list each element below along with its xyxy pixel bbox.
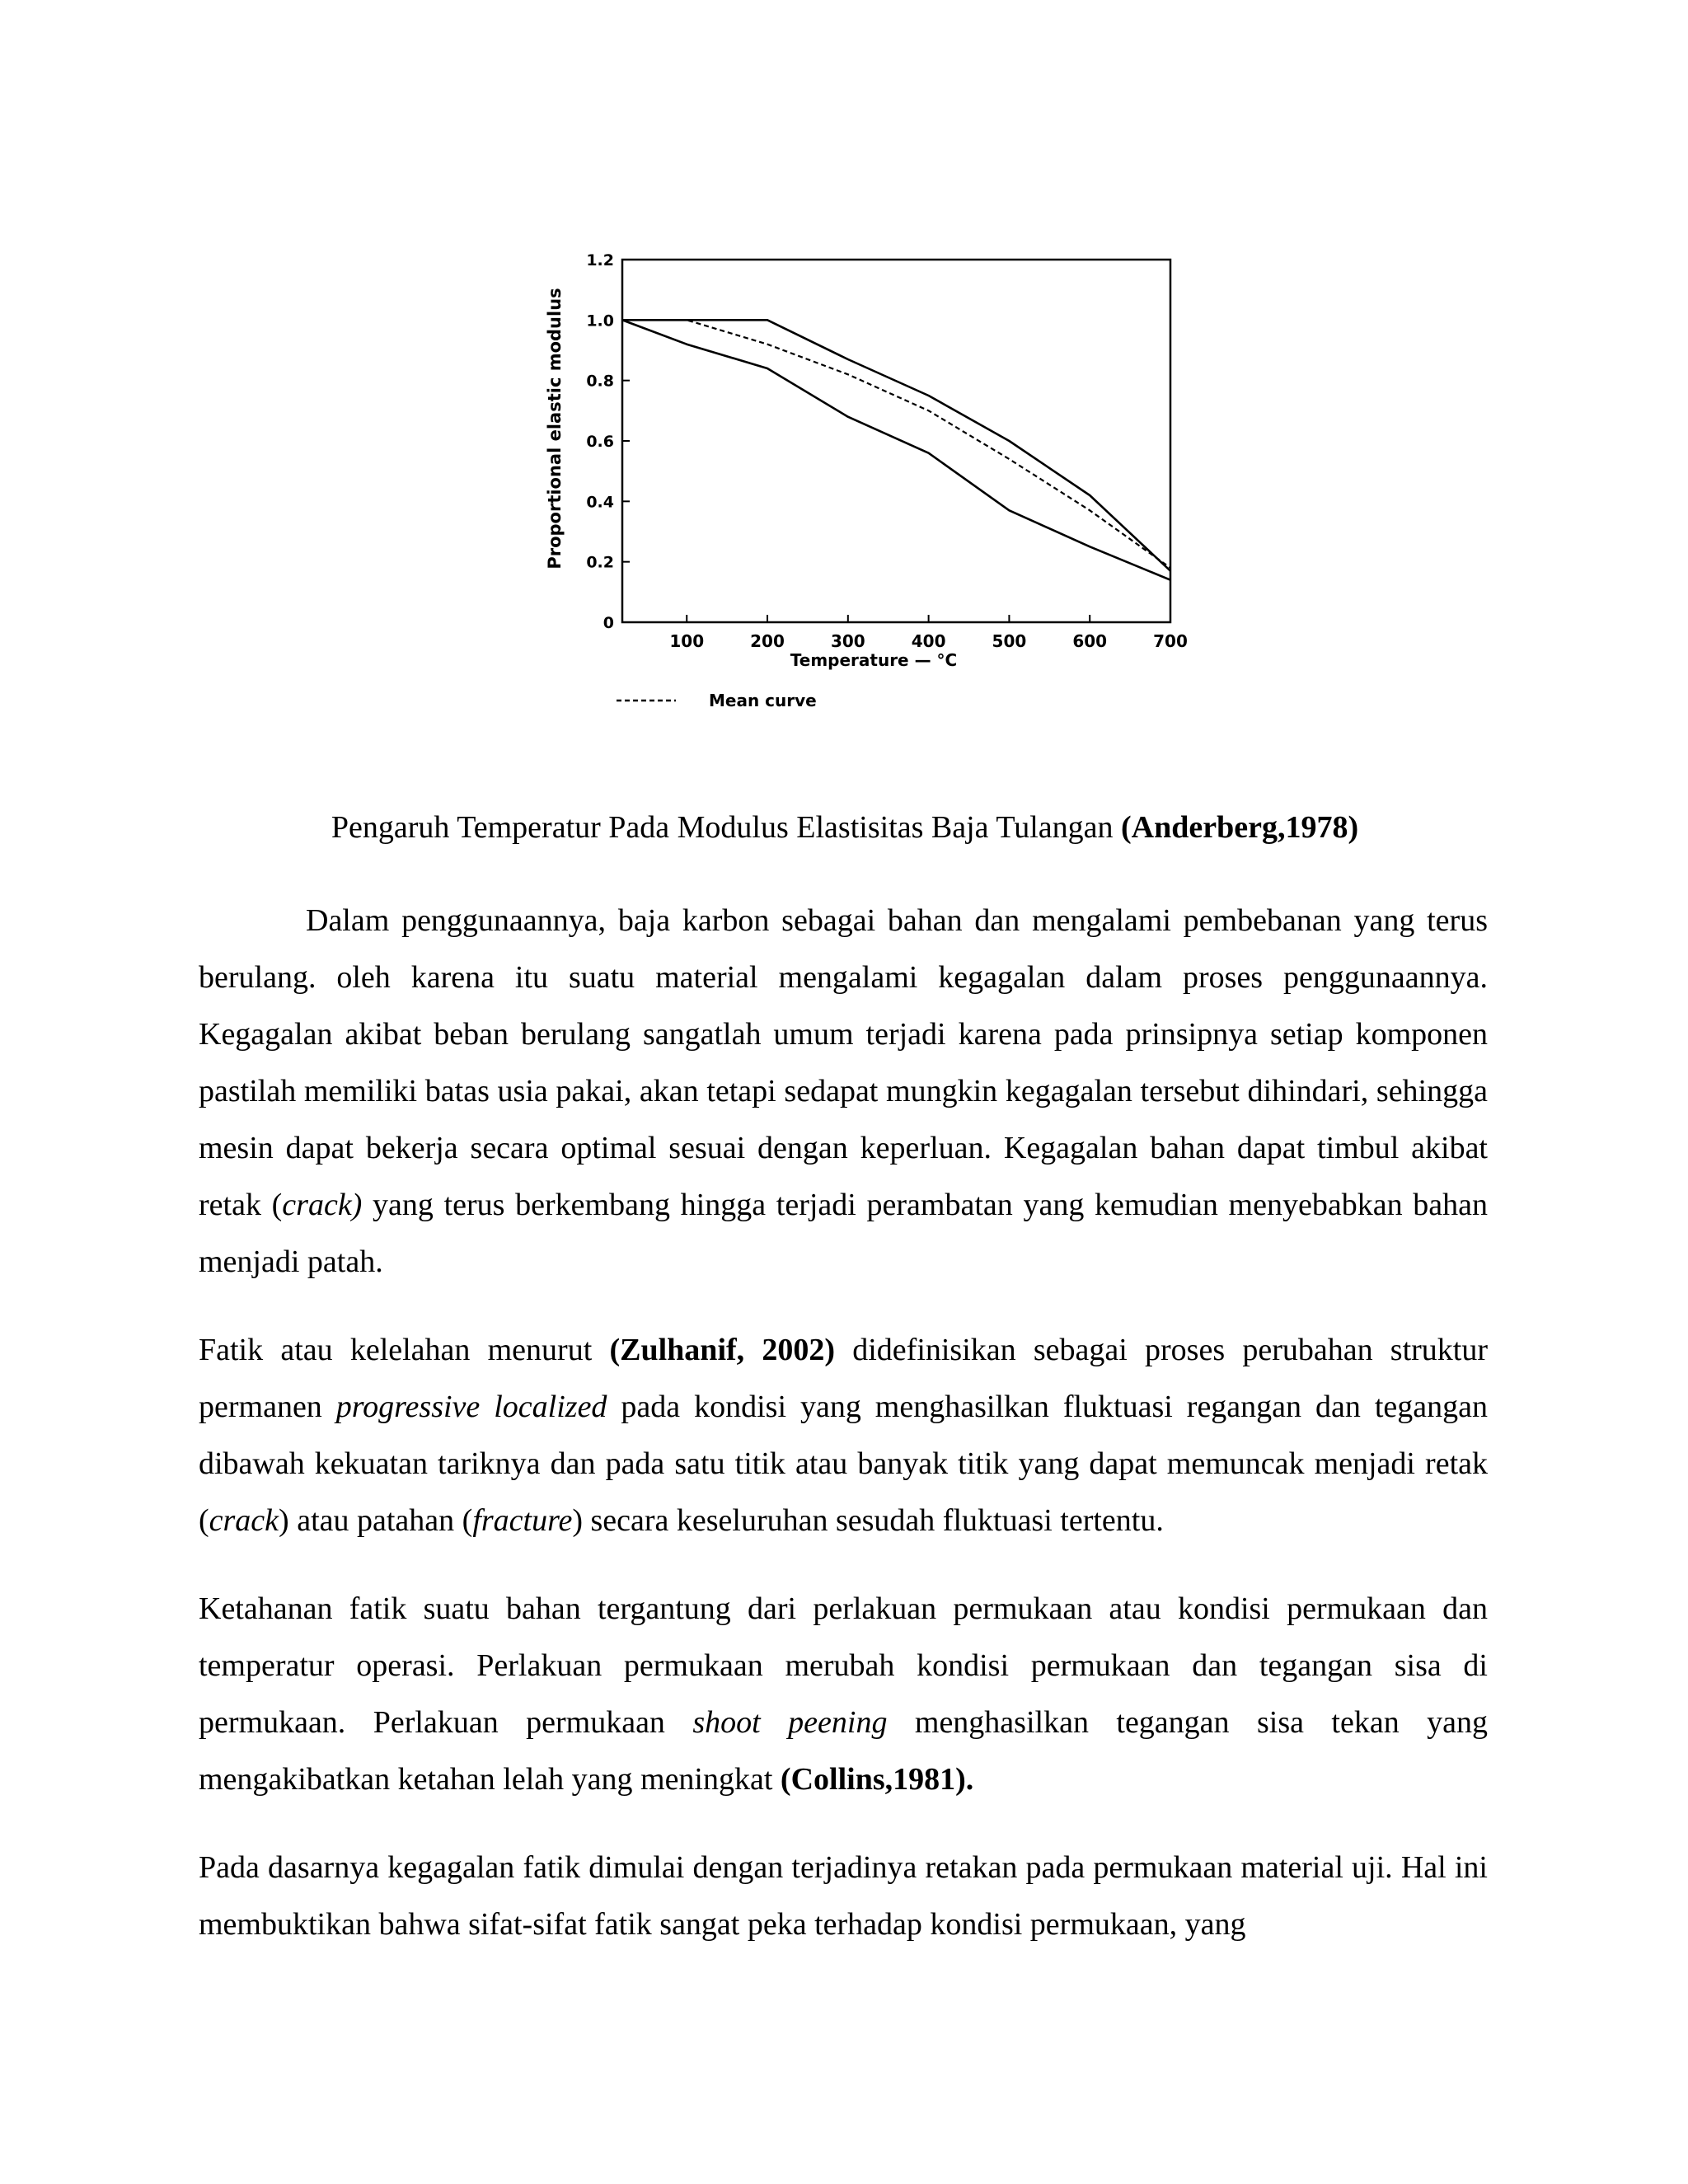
p1-text-c: yang terus berkembang hingga terjadi perambatan yang kemudian menyebabkan bahan menjadi patah.: [199, 1188, 1488, 1279]
p1-text-a: Dalam penggunaannya, baja karbon sebagai bahan dan mengalami pembebanan yang terus berulang. oleh karena itu suatu material mengalami kegagalan dalam proses penggunaannya. Kegagalan akibat beban berulang sangatlah umum terjadi karena pada prinsipnya setiap komponen pastilah memiliki batas usia pakai, akan tetapi sedapat mungkin kegagalan tersebut dihindari, sehingga mesin dapat bekerja secara optimal sesuai dengan keperluan. Kegagalan bahan dapat timbul akibat retak (: [199, 903, 1488, 1222]
x-tick-label-4: 500: [992, 631, 1027, 651]
p2-italic-term: progressive localized: [335, 1390, 607, 1424]
x-tick-label-0: 100: [669, 631, 705, 651]
y-tick-label-4: 0.8: [586, 372, 614, 391]
p3-citation: (Collins,1981).: [780, 1762, 974, 1797]
elastic-modulus-chart: [511, 223, 1269, 733]
x-axis-label: Temperature — °C: [790, 650, 958, 670]
paragraph-3: [199, 1581, 1488, 1808]
y-tick-label-6: 1.2: [586, 251, 614, 269]
paragraph-4: [199, 1840, 1488, 1953]
legend-label: Mean curve: [709, 691, 817, 710]
x-tick-label-2: 300: [830, 631, 865, 651]
p2-text-a: Fatik atau kelelahan menurut: [199, 1333, 610, 1367]
y-tick-label-1: 0.2: [586, 553, 614, 572]
paragraph-2: [199, 1322, 1488, 1549]
bound-curve-line-0: [622, 320, 1170, 570]
y-tick-label-0: 0: [603, 614, 614, 632]
y-tick-label-2: 0.4: [586, 493, 614, 512]
mean-curve-line: [622, 320, 1170, 568]
plot-frame: [622, 260, 1170, 622]
figure-caption: [198, 804, 1492, 851]
x-tick-label-6: 700: [1153, 631, 1188, 651]
p3-text-a: Ketahanan fatik suatu bahan tergantung dari perlakuan permukaan atau kondisi permukaan dan temperatur operasi. Perlakuan permukaan merubah kondisi permukaan dan tegangan sisa di permukaan. Perlakuan permukaan: [199, 1591, 1488, 1740]
p2-italic-crack: crack: [209, 1503, 279, 1538]
p1-italic-crack: crack): [282, 1188, 363, 1222]
caption-text: Pengaruh Temperatur Pada Modulus Elastisitas Baja Tulangan: [331, 810, 1121, 845]
p2-text-i: ) secara keseluruhan sesudah fluktuasi tertentu.: [572, 1503, 1164, 1538]
p3-italic-term: shoot peening: [692, 1705, 888, 1740]
x-tick-label-1: 200: [750, 631, 785, 651]
p2-text-c: didefinisikan sebagai proses perubahan struktur permanen: [199, 1333, 1489, 1424]
caption-citation: (Anderberg,1978): [1121, 810, 1359, 845]
y-axis-label: Proportional elastic modulus: [545, 288, 565, 569]
p2-citation: (Zulhanif, 2002): [609, 1333, 836, 1367]
bound-curve-line-2: [622, 320, 1170, 579]
paragraph-1: [199, 893, 1488, 1291]
x-tick-label-5: 600: [1072, 631, 1108, 651]
y-tick-label-3: 0.6: [586, 433, 614, 451]
p2-italic-fracture: fracture: [472, 1503, 573, 1538]
chart-canvas: [511, 223, 1269, 733]
y-tick-label-5: 1.0: [586, 312, 614, 330]
p2-text-e: pada kondisi yang menghasilkan fluktuasi regangan dan tegangan dibawah kekuatan tariknya dan pada satu titik atau banyak titik yang dapat memuncak menjadi retak (: [199, 1390, 1488, 1538]
x-tick-label-3: 400: [911, 631, 946, 651]
p4-text-a: Pada dasarnya kegagalan fatik dimulai dengan terjadinya retakan pada permukaan material uji. Hal ini membuktikan bahwa sifat-sifat fatik sangat peka terhadap kondisi permukaan, yang: [199, 1850, 1488, 1942]
p2-text-g: ) atau patahan (: [279, 1503, 473, 1538]
body-text: [199, 893, 1488, 1953]
p3-text-c: menghasilkan tegangan sisa tekan yang mengakibatkan ketahan lelah yang meningkat: [199, 1705, 1488, 1797]
